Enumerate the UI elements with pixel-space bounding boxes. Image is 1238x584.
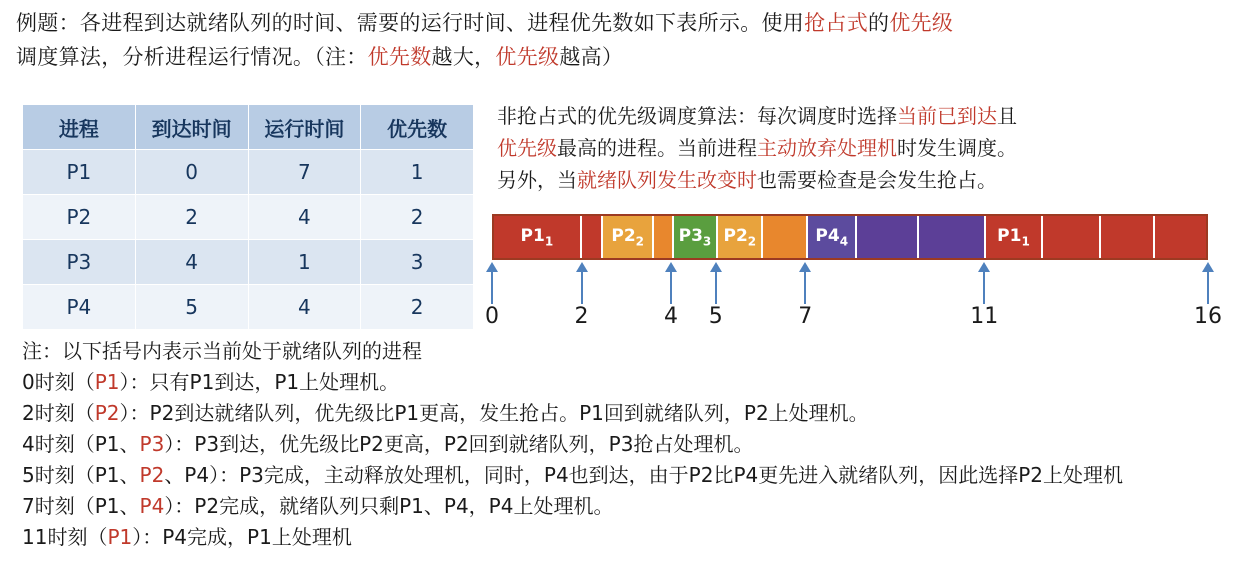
gantt-segment bbox=[1043, 216, 1101, 258]
table-row bbox=[23, 150, 474, 195]
gantt-segment bbox=[763, 216, 808, 258]
gantt-segment bbox=[986, 216, 1044, 258]
note-t7-b: ）：P2完成，就绪队列只剩P1、P4，P4上处理机。 bbox=[164, 494, 614, 518]
cell-runtime: 7 bbox=[248, 150, 361, 195]
gantt-chart bbox=[492, 214, 1208, 260]
axis-tick-arrow bbox=[709, 262, 723, 306]
note-header: 注：以下括号内表示当前处于就绪队列的进程 bbox=[22, 339, 422, 363]
note-t7-proc: P4 bbox=[139, 494, 165, 518]
axis-tick-label: 16 bbox=[1194, 304, 1222, 329]
explain-l3-a: 另外，当 bbox=[497, 168, 577, 192]
note-t4-b: ）：P3到达，优先级比P2更高，P2回到就绪队列，P3抢占处理机。 bbox=[164, 432, 754, 456]
table-row bbox=[23, 285, 474, 330]
note-t5 bbox=[22, 460, 1222, 491]
note-t5-b: 、P4）：P3完成，主动释放处理机，同时，P4也到达，由于P2比P4更先进入就绪队列， bbox=[164, 463, 939, 487]
table-header-process: 进程 bbox=[23, 105, 136, 150]
gantt-segment-label: $P4_4$ bbox=[815, 226, 849, 249]
tick-stem bbox=[581, 270, 583, 304]
gantt-segment bbox=[1155, 216, 1206, 258]
gantt-segment bbox=[857, 216, 919, 258]
note-t7-a: 7时刻（P1、 bbox=[22, 494, 140, 518]
explanation-line-1 bbox=[497, 100, 1227, 132]
explain-l1-b: 且 bbox=[997, 104, 1017, 128]
cell-priority: 1 bbox=[361, 150, 474, 195]
cell-arrival: 4 bbox=[135, 240, 248, 285]
gantt-segment bbox=[919, 216, 985, 258]
gantt-segment bbox=[654, 216, 673, 258]
cell-runtime: 4 bbox=[248, 285, 361, 330]
gantt-segment bbox=[494, 216, 582, 258]
process-table bbox=[22, 104, 474, 330]
note-t11-a: 11时刻（ bbox=[22, 525, 108, 549]
cell-priority: 2 bbox=[361, 285, 474, 330]
tick-stem bbox=[804, 270, 806, 304]
gantt-segment bbox=[582, 216, 603, 258]
cell-runtime: 1 bbox=[248, 240, 361, 285]
axis-tick-arrow bbox=[664, 262, 678, 306]
problem-line2-highlight-prio-number: 优先数 bbox=[367, 45, 432, 69]
gantt-segment bbox=[718, 216, 763, 258]
problem-line2-highlight-prio-level: 优先级 bbox=[495, 45, 560, 69]
algorithm-explanation bbox=[497, 100, 1227, 196]
explain-l2-highlight-release: 主动放弃处理机 bbox=[757, 136, 897, 160]
note-t5-a: 5时刻（P1、 bbox=[22, 463, 140, 487]
explain-l2-highlight-priority: 优先级 bbox=[497, 136, 557, 160]
problem-line1-part-a: 例题：各进程到达就绪队列的时间、需要的运行时间、进程优先数如下表所示。使用 bbox=[16, 11, 805, 35]
gantt-segment-label: $P1_1$ bbox=[520, 226, 554, 249]
cell-runtime: 4 bbox=[248, 195, 361, 240]
note-t11-proc: P1 bbox=[107, 525, 133, 549]
gantt-segment-label: $P2_2$ bbox=[723, 226, 757, 249]
gantt-segment bbox=[674, 216, 719, 258]
table-header-priority: 优先数 bbox=[361, 105, 474, 150]
note-t7 bbox=[22, 491, 1222, 522]
axis-tick-arrow bbox=[485, 262, 499, 306]
cell-priority: 3 bbox=[361, 240, 474, 285]
cell-priority: 2 bbox=[361, 195, 474, 240]
note-t0-proc: P1 bbox=[94, 370, 120, 394]
note-t2-b: ）：P2到达就绪队列，优先级比P1更高，发生抢占。P1回到就绪队列，P2上处理机。 bbox=[119, 401, 869, 425]
tick-stem bbox=[670, 270, 672, 304]
cell-process: P1 bbox=[23, 150, 136, 195]
cell-process: P3 bbox=[23, 240, 136, 285]
tick-stem bbox=[1207, 270, 1209, 304]
process-table-wrapper bbox=[22, 104, 474, 330]
note-t2-proc: P2 bbox=[94, 401, 120, 425]
explain-l3-highlight-queue-change: 就绪队列发生改变时 bbox=[577, 168, 757, 192]
table-row bbox=[23, 195, 474, 240]
problem-line1-highlight-priority: 优先级 bbox=[889, 11, 954, 35]
problem-statement bbox=[16, 6, 1226, 74]
problem-line1-part-b: 的 bbox=[868, 11, 890, 35]
gantt-segment bbox=[603, 216, 654, 258]
explain-l2-b: 时发生调度。 bbox=[897, 136, 1017, 160]
note-t5-c: 因此选择P2上处理机 bbox=[938, 463, 1124, 487]
gantt-segment-label: $P1_1$ bbox=[997, 226, 1030, 249]
axis-tick-arrow bbox=[798, 262, 812, 306]
tick-stem bbox=[715, 270, 717, 304]
note-t2 bbox=[22, 398, 1222, 429]
axis-tick-arrow bbox=[977, 262, 991, 306]
explain-l2-a: 最高的进程。当前进程 bbox=[557, 136, 757, 160]
note-t0 bbox=[22, 367, 1222, 398]
problem-line1-highlight-preemptive: 抢占式 bbox=[804, 11, 869, 35]
axis-tick-label: 4 bbox=[664, 304, 678, 329]
table-header-row bbox=[23, 105, 474, 150]
gantt-segment bbox=[808, 216, 857, 258]
cell-process: P2 bbox=[23, 195, 136, 240]
axis-tick-label: 11 bbox=[970, 304, 999, 329]
cell-arrival: 5 bbox=[135, 285, 248, 330]
note-t2-a: 2时刻（ bbox=[22, 401, 95, 425]
explain-l1-highlight-arrived: 当前已到达 bbox=[897, 104, 997, 128]
cell-process: P4 bbox=[23, 285, 136, 330]
note-t5-proc: P2 bbox=[139, 463, 165, 487]
tick-stem bbox=[983, 270, 985, 304]
note-t0-b: ）：只有P1到达，P1上处理机。 bbox=[119, 370, 400, 394]
table-header-runtime: 运行时间 bbox=[248, 105, 361, 150]
axis-tick-label: 7 bbox=[798, 304, 813, 329]
axis-tick-arrow bbox=[575, 262, 589, 306]
cell-arrival: 2 bbox=[135, 195, 248, 240]
explain-l3-b: 也需要检查是会发生抢占。 bbox=[757, 168, 997, 192]
axis-tick-arrow bbox=[1201, 262, 1215, 306]
problem-line-2 bbox=[16, 40, 1226, 74]
problem-line2-part-b: 越大， bbox=[431, 45, 496, 69]
note-t4-a: 4时刻（P1、 bbox=[22, 432, 140, 456]
axis-tick-label: 2 bbox=[574, 304, 589, 329]
note-t4-proc: P3 bbox=[139, 432, 165, 456]
axis-tick-label: 5 bbox=[708, 304, 723, 329]
note-t11 bbox=[22, 522, 1222, 553]
cell-arrival: 0 bbox=[135, 150, 248, 195]
problem-line2-part-c: 越高） bbox=[559, 45, 624, 69]
gantt-segment bbox=[1101, 216, 1154, 258]
tick-stem bbox=[491, 270, 493, 304]
table-header-arrival: 到达时间 bbox=[135, 105, 248, 150]
axis-tick-label: 0 bbox=[485, 304, 499, 329]
note-t0-a: 0时刻（ bbox=[22, 370, 95, 394]
explanation-line-3 bbox=[497, 164, 1227, 196]
gantt-segment-label: $P3_3$ bbox=[678, 226, 712, 249]
note-t4 bbox=[22, 429, 1222, 460]
explanation-line-2 bbox=[497, 132, 1227, 164]
gantt-segment-label: $P2_2$ bbox=[611, 226, 645, 249]
problem-line2-part-a: 调度算法，分析进程运行情况。（注： bbox=[16, 45, 368, 69]
table-row bbox=[23, 240, 474, 285]
explanation-notes bbox=[22, 336, 1222, 553]
explain-l1-a: 非抢占式的优先级调度算法：每次调度时选择 bbox=[497, 104, 897, 128]
note-t11-b: ）：P4完成，P1上处理机 bbox=[132, 525, 352, 549]
problem-line-1 bbox=[16, 6, 1226, 40]
